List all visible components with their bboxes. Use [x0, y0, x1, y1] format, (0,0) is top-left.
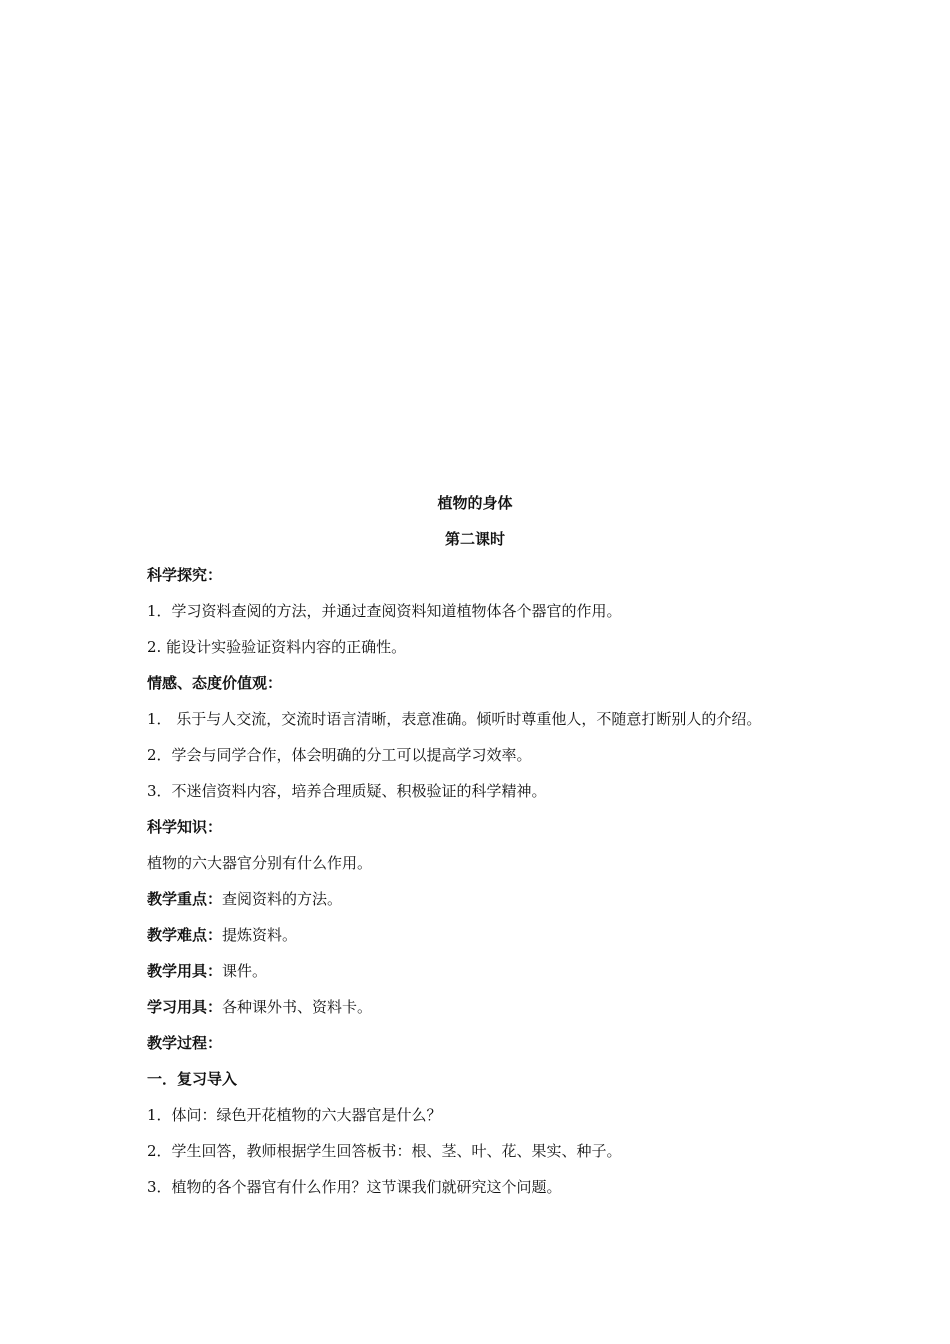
difficulty-row — [147, 925, 867, 961]
list-item: 2. 能设计实验验证资料内容的正确性。 — [147, 638, 407, 656]
teaching-tools-value: 课件。 — [222, 962, 268, 980]
learning-tools-label: 学习用具： — [147, 998, 223, 1016]
document-title: 植物的身体 — [437, 494, 513, 512]
key-point-row — [147, 889, 867, 925]
list-item: 2．学生回答，教师根据学生回答板书：根、茎、叶、花、果实、种子。 — [147, 1142, 622, 1160]
teaching-tools-row — [147, 961, 867, 997]
paragraph: 植物的六大器官分别有什么作用。 — [147, 854, 373, 872]
section-heading-science-knowledge: 科学知识： — [147, 818, 223, 836]
list-item: 3．植物的各个器官有什么作用？这节课我们就研究这个问题。 — [147, 1178, 562, 1196]
list-item: 1． 乐于与人交流，交流时语言清晰，表意准确。倾听时尊重他人，不随意打断别人的介绍。 — [147, 710, 762, 728]
section-heading-process: 教学过程： — [147, 1034, 223, 1052]
key-point-label: 教学重点： — [147, 890, 223, 908]
step-heading-review: 一．复习导入 — [147, 1070, 238, 1088]
list-item: 3．不迷信资料内容，培养合理质疑、积极验证的科学精神。 — [147, 782, 547, 800]
section-heading-emotion-attitude: 情感、态度价值观： — [147, 674, 283, 692]
list-item: 2．学会与同学合作，体会明确的分工可以提高学习效率。 — [147, 746, 532, 764]
teaching-tools-label: 教学用具： — [147, 962, 223, 980]
learning-tools-row — [147, 997, 867, 1033]
list-item: 1．体问：绿色开花植物的六大器官是什么？ — [147, 1106, 442, 1124]
difficulty-value: 提炼资料。 — [222, 926, 298, 944]
document-body — [147, 565, 867, 1213]
section-heading-science-inquiry: 科学探究： — [147, 566, 223, 584]
difficulty-label: 教学难点： — [147, 926, 223, 944]
lesson-subtitle: 第二课时 — [444, 530, 505, 548]
learning-tools-value: 各种课外书、资料卡。 — [222, 998, 373, 1016]
list-item: 1．学习资料查阅的方法，并通过查阅资料知道植物体各个器官的作用。 — [147, 602, 622, 620]
key-point-value: 查阅资料的方法。 — [222, 890, 343, 908]
